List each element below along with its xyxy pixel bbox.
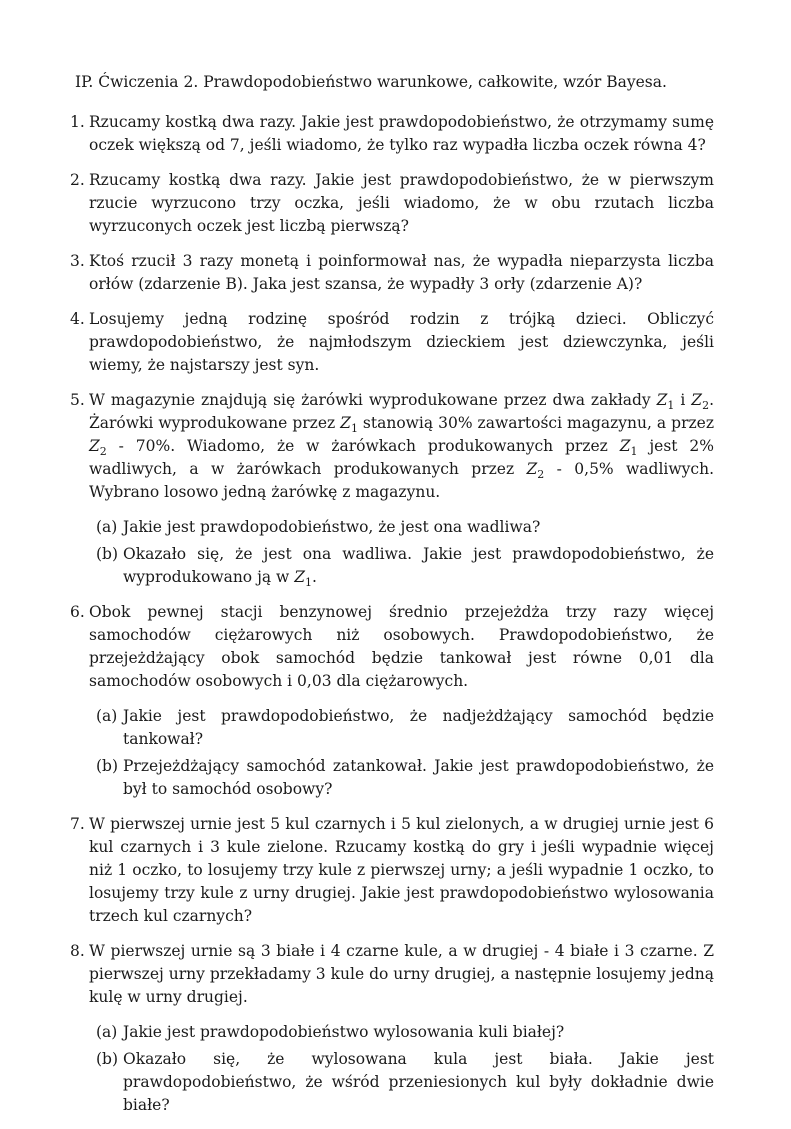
subproblem-label: (a) bbox=[96, 1023, 118, 1041]
problem-3 bbox=[72, 250, 714, 296]
subproblem-text: Okazało się, że wylosowana kula jest biała. Jakie jest prawdopodobieństwo, że wśród przeniesionych kul były dokładnie dwie białe? bbox=[123, 1050, 714, 1114]
problem-number: 5. bbox=[70, 391, 85, 409]
problem-number: 7. bbox=[70, 815, 85, 833]
problem-text: Losujemy jedną rodzinę spośród rodzin z trójką dzieci. Obliczyć prawdopodobieństwo, że najmłodszym dzieckiem jest dziewczynka, jeśli wiemy, że najstarszy jest syn. bbox=[89, 310, 714, 374]
problem-text: W pierwszej urnie są 3 białe i 4 czarne kule, a w drugiej - 4 białe i 3 czarne. Z pierwszej urny przekładamy 3 kule do urny drugiej, a następnie losujemy jedną kulę w urny drugiej. bbox=[89, 942, 714, 1006]
subproblem-b bbox=[89, 1048, 714, 1117]
problem-number: 3. bbox=[70, 252, 85, 270]
symbol-letter: Z bbox=[656, 391, 668, 409]
math-symbol bbox=[526, 460, 545, 482]
symbol-subscript: 1 bbox=[305, 576, 313, 590]
text-segment: jest 2% wadliwych, a w żarówkach produkowanych przez bbox=[89, 437, 715, 478]
math-symbol bbox=[89, 437, 107, 459]
problem-text: Rzucamy kostką dwa razy. Jakie jest prawdopodobieństwo, że w pierwszym rzucie wyrzucono trzy oczka, jeśli wiadomo, że w obu rzutach liczba wyrzuconych oczek jest liczbą pierwszą? bbox=[89, 171, 714, 235]
text-segment: - 0,5% wadliwych. Wybrano losowo jedną żarówkę z magazynu. bbox=[89, 460, 714, 501]
subproblem-label: (a) bbox=[96, 707, 118, 725]
subproblem-list bbox=[89, 516, 714, 589]
subproblem-a bbox=[89, 516, 714, 539]
symbol-subscript: 1 bbox=[667, 399, 675, 413]
subproblem-text: Jakie jest prawdopodobieństwo, że jest ona wadliwa? bbox=[123, 518, 541, 536]
problem-8 bbox=[72, 940, 714, 1117]
problem-2 bbox=[72, 169, 714, 238]
problem-list bbox=[72, 111, 714, 1129]
problem-number: 4. bbox=[70, 310, 85, 328]
text-segment: i bbox=[674, 391, 692, 409]
subproblem-text: Przejeżdżający samochód zatankował. Jakie jest prawdopodobieństwo, że był to samochód osobowy? bbox=[123, 757, 714, 798]
subproblem-a bbox=[89, 1021, 714, 1044]
subproblem-list bbox=[89, 1021, 714, 1117]
symbol-letter: Z bbox=[89, 437, 100, 455]
problem-text: Rzucamy kostką dwa razy. Jakie jest prawdopodobieństwo, że otrzymamy sumę oczek większą od 7, jeśli wiadomo, że tylko raz wypadła liczba oczek równa 4? bbox=[89, 113, 714, 154]
problem-5 bbox=[72, 389, 714, 589]
subproblem-label: (b) bbox=[96, 757, 119, 775]
problem-number: 6. bbox=[70, 603, 85, 621]
math-symbol bbox=[691, 391, 710, 413]
problem-7 bbox=[72, 813, 714, 928]
problem-6 bbox=[72, 601, 714, 801]
math-symbol bbox=[619, 437, 638, 459]
subproblem-text: Jakie jest prawdopodobieństwo wylosowania kuli białej? bbox=[123, 1023, 565, 1041]
problem-text: Obok pewnej stacji benzynowej średnio przejeżdża trzy razy więcej samochodów ciężarowych niż osobowych. Prawdopodobieństwo, że przejeżdżający obok samochód będzie tankował jest równe 0,01 dla samochodów osobowych i 0,03 dla ciężarowych. bbox=[89, 603, 714, 690]
text-segment: Okazało się, że jest ona wadliwa. Jakie jest prawdopodobieństwo, że wyprodukowano ją w bbox=[123, 545, 714, 586]
problem-number: 2. bbox=[70, 171, 85, 189]
page-title: IP. Ćwiczenia 2. Prawdopodobieństwo warunkowe, całkowite, wzór Bayesa. bbox=[75, 73, 667, 91]
symbol-letter: Z bbox=[619, 437, 631, 455]
text-segment: - 70%. Wiadomo, że w żarówkach produkowanych przez bbox=[106, 437, 620, 455]
subproblem-list bbox=[89, 705, 714, 801]
text-segment: stanowią 30% zawartości magazynu, a przez bbox=[357, 414, 714, 432]
symbol-subscript: 1 bbox=[350, 422, 358, 436]
symbol-subscript: 2 bbox=[537, 468, 545, 482]
subproblem-label: (a) bbox=[96, 518, 118, 536]
symbol-letter: Z bbox=[691, 391, 703, 409]
subproblem-a bbox=[89, 705, 714, 751]
subproblem-b bbox=[89, 755, 714, 801]
subproblem-b bbox=[89, 543, 714, 589]
symbol-subscript: 1 bbox=[630, 445, 638, 459]
problem-4 bbox=[72, 308, 714, 377]
problem-text: Ktoś rzucił 3 razy monetą i poinformował nas, że wypadła nieparzysta liczba orłów (zdarzenie B). Jaka jest szansa, że wypadły 3 orły (zdarzenie A)? bbox=[89, 252, 714, 293]
subproblem-label: (b) bbox=[96, 545, 119, 563]
symbol-letter: Z bbox=[526, 460, 538, 478]
math-symbol bbox=[294, 568, 313, 590]
text-segment: W magazynie znajdują się żarówki wyprodukowane przez dwa zakłady bbox=[89, 391, 657, 409]
subproblem-label: (b) bbox=[96, 1050, 119, 1068]
problem-number: 1. bbox=[70, 113, 85, 131]
problem-number: 8. bbox=[70, 942, 85, 960]
math-symbol bbox=[656, 391, 675, 413]
symbol-letter: Z bbox=[340, 414, 351, 432]
subproblem-text: Jakie jest prawdopodobieństwo, że nadjeżdżający samochód będzie tankował? bbox=[123, 707, 714, 748]
symbol-subscript: 2 bbox=[99, 445, 107, 459]
problem-text bbox=[89, 389, 714, 504]
problem-text: W pierwszej urnie jest 5 kul czarnych i 5 kul zielonych, a w drugiej urnie jest 6 kul czarnych i 3 kule zielone. Rzucamy kostką do gry i jeśli wypadnie więcej niż 1 oczko, to losujemy trzy kule z pierwszej urny; a jeśli wypadnie 1 oczko, to losujemy trzy kule z urny drugiej. Jakie jest prawdopodobieństwo wylosowania trzech kul czarnych? bbox=[89, 815, 714, 925]
problem-1 bbox=[72, 111, 714, 157]
subproblem-text bbox=[123, 545, 714, 590]
symbol-subscript: 2 bbox=[702, 399, 710, 413]
math-symbol bbox=[340, 414, 358, 436]
text-segment: . bbox=[312, 568, 317, 586]
symbol-letter: Z bbox=[294, 568, 306, 586]
text-segment: . Żarówki wyprodukowane przez bbox=[89, 391, 715, 432]
